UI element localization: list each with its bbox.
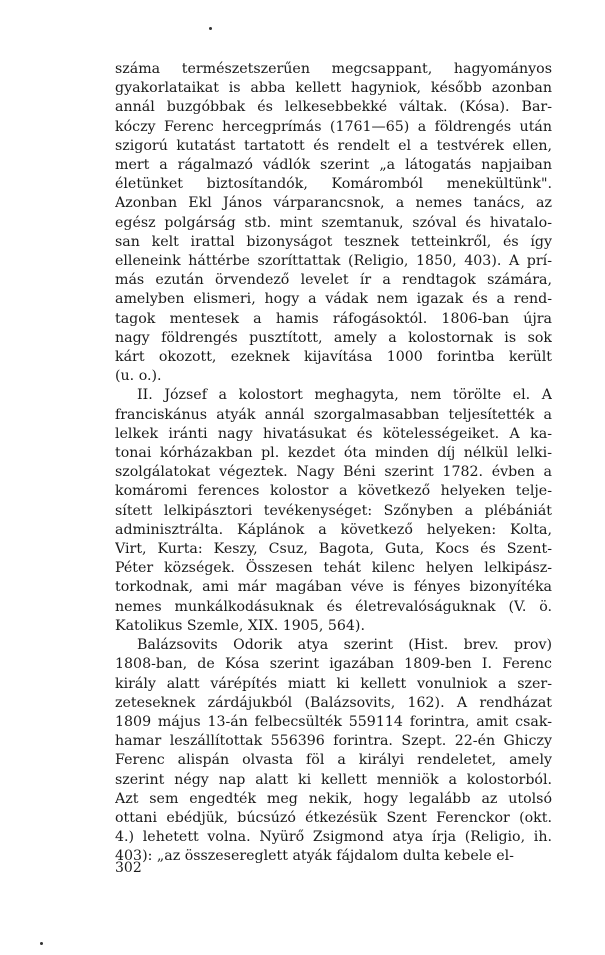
text-line: egész polgárság stb. mint szemtanuk, szóval és hivatalo- [115, 214, 552, 231]
text-line: tagok mentesek a hamis ráfogásoktól. 1806-ban újra [115, 310, 552, 327]
text-line: Azonban Ekl János várparancsnok, a nemes tanács, az [115, 195, 552, 212]
text-line: Katolikus Szemle, XIX. 1905, 564). [115, 617, 365, 634]
text-line: annál buzgóbbak és lelkesebbekké váltak. (Kósa). Bar- [115, 99, 552, 116]
text-line: kóczy Ferenc hercegprímás (1761—65) a földrengés után [115, 118, 552, 135]
text-line: 1809 május 13-án felbecsülték 559114 forintra, amit csak- [115, 713, 552, 730]
text-line: gyakorlataikat is abba kellett hagyniok, később azonban [115, 80, 552, 97]
print-speck-bottom [40, 942, 43, 945]
text-line: szerint négy nap alatt ki kellett menniök a kolostorból. [115, 771, 552, 788]
text-line: kárt okozott, ezeknek kijavítása 1000 forintba került [115, 349, 552, 366]
text-line: hamar leszállítottak 556396 forintra. Szept. 22-én Ghiczy [115, 733, 552, 750]
text-line: elleneink háttérbe szoríttattak (Religio, 1850, 403). A prí- [115, 253, 552, 270]
text-line: Virt, Kurta: Keszy, Csuz, Bagota, Guta, Kocs és Szent- [115, 541, 552, 558]
text-line: 403): „az összesereglett atyák fájdalom dulta kebele el- [115, 848, 514, 865]
text-line: szolgálatokat végeztek. Nagy Béni szerint 1782. évben a [115, 464, 552, 481]
text-line: mert a rágalmazó vádlók szerint „a látogatás napjaiban [115, 157, 552, 174]
text-line: száma természetszerűen megcsappant, hagyományos [115, 61, 552, 77]
text-line: adminisztrálta. Káplánok a következő helyeken: Kolta, [115, 521, 552, 538]
paragraph-2 [115, 386, 552, 636]
text-line: király alatt várépítés miatt ki kellett vonulniok a szer- [115, 675, 552, 692]
text-line: (u. o.). [115, 368, 162, 385]
text-line: lelkek iránti nagy hivatásukat és kötelességeiket. A ka- [115, 425, 552, 442]
text-line: Péter községek. Összesen tehát kilenc helyen lelkipász- [115, 560, 552, 577]
text-line: tonai kórházakban pl. kezdet óta minden díj nélkül lelki- [115, 445, 552, 462]
text-line: nagy földrengés pusztított, amely a kolostornak is sok [115, 329, 552, 346]
text-line: szigorú kutatást tartatott és rendelt el a testvérek ellen, [115, 137, 552, 154]
print-speck-top [209, 27, 212, 30]
text-line: Balázsovits Odorik atya szerint (Hist. brev. prov) [137, 637, 552, 654]
text-line: Azt sem engedték meg nekik, hogy legalább az utolsó [115, 790, 552, 807]
text-line: komáromi ferences kolostor a következő helyeken telje- [115, 483, 552, 500]
text-line: Ferenc alispán olvasta föl a királyi rendeletet, amely [115, 752, 552, 769]
text-line: franciskánus atyák annál szorgalmasabban teljesítették a [115, 406, 552, 423]
text-line: san kelt irattal bizonyságot tesznek tetteinkről, és így [115, 233, 552, 250]
text-line: 4.) lehetett volna. Nyürő Zsigmond atya írja (Religio, ih. [115, 829, 552, 846]
text-line: torkodnak, ami már magában véve is fényes bizonyítéka [115, 579, 552, 596]
paragraph-1 [115, 60, 552, 386]
text-line: 1808-ban, de Kósa szerint igazában 1809-ben I. Ferenc [115, 656, 552, 673]
text-line: más ezután örvendező levelet ír a rendtagok számára, [115, 272, 552, 289]
text-line: II. József a kolostort meghagyta, nem törölte el. A [137, 387, 552, 404]
text-line: amelyben elismeri, hogy a vádak nem igazak és a rend- [115, 291, 552, 308]
text-line: zeteseknek zárdájukból (Balázsovits, 162). A rendházat [115, 694, 552, 711]
text-line: életünket biztosítandók, Komáromból menekültünk". [115, 176, 552, 193]
paragraph-3 [115, 636, 552, 866]
text-line: sített lelkipásztori tevékenységet: Szőnyben a plébániát [115, 502, 552, 519]
page-number: 302 [115, 860, 142, 876]
text-line: nemes munkálkodásuknak és életrevalóságuknak (V. ö. [115, 598, 552, 615]
text-line: ottani ebédjük, búcsúzó étkezésük Szent Ferenckor (okt. [115, 809, 552, 826]
page-body [115, 60, 552, 867]
